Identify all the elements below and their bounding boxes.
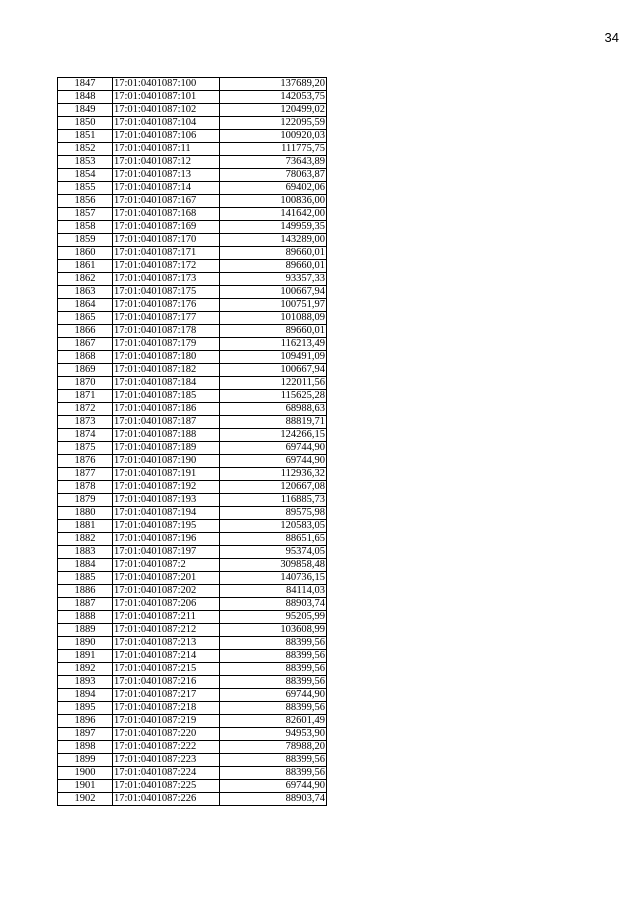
cadastral-number-cell: 17:01:0401087:195 (113, 520, 220, 533)
row-number-cell: 1885 (58, 572, 113, 585)
cadastral-number-cell: 17:01:0401087:101 (113, 91, 220, 104)
table-row (58, 221, 327, 234)
table-row (58, 663, 327, 676)
table-body (58, 78, 327, 806)
row-number-cell: 1867 (58, 338, 113, 351)
row-number-cell: 1847 (58, 78, 113, 91)
value-cell: 140736,15 (220, 572, 327, 585)
cadastral-number-cell: 17:01:0401087:194 (113, 507, 220, 520)
value-cell: 88399,56 (220, 663, 327, 676)
cadastral-number-cell: 17:01:0401087:177 (113, 312, 220, 325)
row-number-cell: 1864 (58, 299, 113, 312)
value-cell: 69744,90 (220, 442, 327, 455)
table-row (58, 143, 327, 156)
cadastral-number-cell: 17:01:0401087:225 (113, 780, 220, 793)
row-number-cell: 1881 (58, 520, 113, 533)
table-row (58, 585, 327, 598)
table-row (58, 533, 327, 546)
row-number-cell: 1883 (58, 546, 113, 559)
table-row (58, 520, 327, 533)
table-row (58, 546, 327, 559)
table-row (58, 494, 327, 507)
table-row (58, 572, 327, 585)
row-number-cell: 1901 (58, 780, 113, 793)
cadastral-number-cell: 17:01:0401087:14 (113, 182, 220, 195)
row-number-cell: 1884 (58, 559, 113, 572)
value-cell: 141642,00 (220, 208, 327, 221)
value-cell: 94953,90 (220, 728, 327, 741)
row-number-cell: 1887 (58, 598, 113, 611)
value-cell: 88819,71 (220, 416, 327, 429)
row-number-cell: 1868 (58, 351, 113, 364)
value-cell: 124266,15 (220, 429, 327, 442)
cadastral-number-cell: 17:01:0401087:193 (113, 494, 220, 507)
row-number-cell: 1892 (58, 663, 113, 676)
table-row (58, 273, 327, 286)
row-number-cell: 1897 (58, 728, 113, 741)
row-number-cell: 1889 (58, 624, 113, 637)
table-row (58, 117, 327, 130)
table-row (58, 689, 327, 702)
value-cell: 78988,20 (220, 741, 327, 754)
table-row (58, 312, 327, 325)
table-row (58, 130, 327, 143)
row-number-cell: 1890 (58, 637, 113, 650)
table-row (58, 624, 327, 637)
cadastral-number-cell: 17:01:0401087:216 (113, 676, 220, 689)
cadastral-value-table (57, 77, 327, 806)
table-row (58, 338, 327, 351)
cadastral-number-cell: 17:01:0401087:12 (113, 156, 220, 169)
cadastral-number-cell: 17:01:0401087:222 (113, 741, 220, 754)
value-cell: 95205,99 (220, 611, 327, 624)
table-row (58, 247, 327, 260)
value-cell: 103608,99 (220, 624, 327, 637)
table-row (58, 403, 327, 416)
cadastral-number-cell: 17:01:0401087:100 (113, 78, 220, 91)
row-number-cell: 1848 (58, 91, 113, 104)
table-row (58, 741, 327, 754)
value-cell: 122011,56 (220, 377, 327, 390)
cadastral-number-cell: 17:01:0401087:213 (113, 637, 220, 650)
row-number-cell: 1882 (58, 533, 113, 546)
value-cell: 88903,74 (220, 793, 327, 806)
row-number-cell: 1886 (58, 585, 113, 598)
row-number-cell: 1854 (58, 169, 113, 182)
cadastral-number-cell: 17:01:0401087:217 (113, 689, 220, 702)
row-number-cell: 1900 (58, 767, 113, 780)
value-cell: 73643,89 (220, 156, 327, 169)
value-cell: 88399,56 (220, 767, 327, 780)
value-cell: 88903,74 (220, 598, 327, 611)
value-cell: 309858,48 (220, 559, 327, 572)
table-row (58, 715, 327, 728)
value-cell: 111775,75 (220, 143, 327, 156)
cadastral-number-cell: 17:01:0401087:206 (113, 598, 220, 611)
page-number: 34 (604, 30, 619, 45)
row-number-cell: 1856 (58, 195, 113, 208)
cadastral-number-cell: 17:01:0401087:179 (113, 338, 220, 351)
table-row (58, 507, 327, 520)
row-number-cell: 1851 (58, 130, 113, 143)
row-number-cell: 1859 (58, 234, 113, 247)
table-row (58, 156, 327, 169)
value-cell: 88399,56 (220, 637, 327, 650)
row-number-cell: 1877 (58, 468, 113, 481)
table-row (58, 416, 327, 429)
cadastral-number-cell: 17:01:0401087:167 (113, 195, 220, 208)
cadastral-number-cell: 17:01:0401087:106 (113, 130, 220, 143)
table-row (58, 208, 327, 221)
cadastral-number-cell: 17:01:0401087:11 (113, 143, 220, 156)
value-cell: 78063,87 (220, 169, 327, 182)
row-number-cell: 1858 (58, 221, 113, 234)
cadastral-number-cell: 17:01:0401087:188 (113, 429, 220, 442)
row-number-cell: 1874 (58, 429, 113, 442)
value-cell: 120667,08 (220, 481, 327, 494)
value-cell: 89660,01 (220, 260, 327, 273)
row-number-cell: 1894 (58, 689, 113, 702)
cadastral-number-cell: 17:01:0401087:175 (113, 286, 220, 299)
cadastral-number-cell: 17:01:0401087:171 (113, 247, 220, 260)
value-cell: 149959,35 (220, 221, 327, 234)
row-number-cell: 1855 (58, 182, 113, 195)
cadastral-number-cell: 17:01:0401087:13 (113, 169, 220, 182)
row-number-cell: 1869 (58, 364, 113, 377)
value-cell: 115625,28 (220, 390, 327, 403)
row-number-cell: 1876 (58, 455, 113, 468)
row-number-cell: 1893 (58, 676, 113, 689)
cadastral-number-cell: 17:01:0401087:211 (113, 611, 220, 624)
table-row (58, 260, 327, 273)
row-number-cell: 1871 (58, 390, 113, 403)
row-number-cell: 1852 (58, 143, 113, 156)
table-row (58, 455, 327, 468)
cadastral-number-cell: 17:01:0401087:226 (113, 793, 220, 806)
table-row (58, 299, 327, 312)
table-row (58, 780, 327, 793)
row-number-cell: 1873 (58, 416, 113, 429)
row-number-cell: 1898 (58, 741, 113, 754)
value-cell: 95374,05 (220, 546, 327, 559)
value-cell: 100920,03 (220, 130, 327, 143)
cadastral-number-cell: 17:01:0401087:196 (113, 533, 220, 546)
value-cell: 137689,20 (220, 78, 327, 91)
value-cell: 101088,09 (220, 312, 327, 325)
table-row (58, 351, 327, 364)
cadastral-number-cell: 17:01:0401087:191 (113, 468, 220, 481)
cadastral-number-cell: 17:01:0401087:187 (113, 416, 220, 429)
table-row (58, 702, 327, 715)
row-number-cell: 1850 (58, 117, 113, 130)
cadastral-number-cell: 17:01:0401087:172 (113, 260, 220, 273)
table-row (58, 637, 327, 650)
value-cell: 89660,01 (220, 325, 327, 338)
table-row (58, 481, 327, 494)
cadastral-number-cell: 17:01:0401087:214 (113, 650, 220, 663)
cadastral-number-cell: 17:01:0401087:178 (113, 325, 220, 338)
table-row (58, 195, 327, 208)
row-number-cell: 1896 (58, 715, 113, 728)
table-row (58, 377, 327, 390)
cadastral-number-cell: 17:01:0401087:168 (113, 208, 220, 221)
value-cell: 93357,33 (220, 273, 327, 286)
cadastral-number-cell: 17:01:0401087:223 (113, 754, 220, 767)
table-row (58, 234, 327, 247)
value-cell: 116213,49 (220, 338, 327, 351)
table-row (58, 468, 327, 481)
table-row (58, 325, 327, 338)
table-row (58, 676, 327, 689)
value-cell: 109491,09 (220, 351, 327, 364)
row-number-cell: 1849 (58, 104, 113, 117)
row-number-cell: 1902 (58, 793, 113, 806)
cadastral-number-cell: 17:01:0401087:102 (113, 104, 220, 117)
cadastral-number-cell: 17:01:0401087:173 (113, 273, 220, 286)
row-number-cell: 1862 (58, 273, 113, 286)
table-row (58, 78, 327, 91)
cadastral-number-cell: 17:01:0401087:202 (113, 585, 220, 598)
cadastral-number-cell: 17:01:0401087:2 (113, 559, 220, 572)
cadastral-number-cell: 17:01:0401087:184 (113, 377, 220, 390)
cadastral-number-cell: 17:01:0401087:197 (113, 546, 220, 559)
cadastral-number-cell: 17:01:0401087:169 (113, 221, 220, 234)
row-number-cell: 1853 (58, 156, 113, 169)
cadastral-number-cell: 17:01:0401087:104 (113, 117, 220, 130)
value-cell: 69744,90 (220, 780, 327, 793)
table-row (58, 182, 327, 195)
value-cell: 69744,90 (220, 455, 327, 468)
table-row (58, 559, 327, 572)
value-cell: 116885,73 (220, 494, 327, 507)
row-number-cell: 1895 (58, 702, 113, 715)
row-number-cell: 1891 (58, 650, 113, 663)
value-cell: 69744,90 (220, 689, 327, 702)
table-row (58, 286, 327, 299)
value-cell: 88399,56 (220, 676, 327, 689)
row-number-cell: 1888 (58, 611, 113, 624)
table-row (58, 364, 327, 377)
value-cell: 82601,49 (220, 715, 327, 728)
value-cell: 143289,00 (220, 234, 327, 247)
cadastral-number-cell: 17:01:0401087:186 (113, 403, 220, 416)
value-cell: 120499,02 (220, 104, 327, 117)
cadastral-number-cell: 17:01:0401087:192 (113, 481, 220, 494)
value-cell: 100667,94 (220, 364, 327, 377)
value-cell: 100836,00 (220, 195, 327, 208)
cadastral-number-cell: 17:01:0401087:170 (113, 234, 220, 247)
table-row (58, 429, 327, 442)
table-row (58, 793, 327, 806)
table-row (58, 169, 327, 182)
cadastral-number-cell: 17:01:0401087:176 (113, 299, 220, 312)
value-cell: 120583,05 (220, 520, 327, 533)
table-row (58, 728, 327, 741)
value-cell: 89575,98 (220, 507, 327, 520)
value-cell: 112936,32 (220, 468, 327, 481)
value-cell: 69402,06 (220, 182, 327, 195)
table-row (58, 442, 327, 455)
cadastral-number-cell: 17:01:0401087:189 (113, 442, 220, 455)
row-number-cell: 1899 (58, 754, 113, 767)
row-number-cell: 1863 (58, 286, 113, 299)
cadastral-number-cell: 17:01:0401087:220 (113, 728, 220, 741)
cadastral-number-cell: 17:01:0401087:190 (113, 455, 220, 468)
value-cell: 88651,65 (220, 533, 327, 546)
row-number-cell: 1861 (58, 260, 113, 273)
row-number-cell: 1857 (58, 208, 113, 221)
table-row (58, 390, 327, 403)
cadastral-number-cell: 17:01:0401087:182 (113, 364, 220, 377)
table-row (58, 104, 327, 117)
cadastral-number-cell: 17:01:0401087:212 (113, 624, 220, 637)
value-cell: 68988,63 (220, 403, 327, 416)
row-number-cell: 1865 (58, 312, 113, 325)
value-cell: 88399,56 (220, 702, 327, 715)
row-number-cell: 1866 (58, 325, 113, 338)
table-row (58, 650, 327, 663)
cadastral-number-cell: 17:01:0401087:201 (113, 572, 220, 585)
cadastral-number-cell: 17:01:0401087:185 (113, 390, 220, 403)
table-row (58, 91, 327, 104)
table-row (58, 598, 327, 611)
value-cell: 89660,01 (220, 247, 327, 260)
row-number-cell: 1879 (58, 494, 113, 507)
table-row (58, 754, 327, 767)
row-number-cell: 1860 (58, 247, 113, 260)
value-cell: 122095,59 (220, 117, 327, 130)
value-cell: 142053,75 (220, 91, 327, 104)
row-number-cell: 1872 (58, 403, 113, 416)
value-cell: 88399,56 (220, 754, 327, 767)
value-cell: 88399,56 (220, 650, 327, 663)
table-row (58, 767, 327, 780)
value-cell: 84114,03 (220, 585, 327, 598)
cadastral-number-cell: 17:01:0401087:215 (113, 663, 220, 676)
cadastral-number-cell: 17:01:0401087:224 (113, 767, 220, 780)
cadastral-number-cell: 17:01:0401087:180 (113, 351, 220, 364)
table-row (58, 611, 327, 624)
value-cell: 100667,94 (220, 286, 327, 299)
cadastral-number-cell: 17:01:0401087:218 (113, 702, 220, 715)
row-number-cell: 1870 (58, 377, 113, 390)
value-cell: 100751,97 (220, 299, 327, 312)
row-number-cell: 1878 (58, 481, 113, 494)
cadastral-number-cell: 17:01:0401087:219 (113, 715, 220, 728)
row-number-cell: 1875 (58, 442, 113, 455)
row-number-cell: 1880 (58, 507, 113, 520)
